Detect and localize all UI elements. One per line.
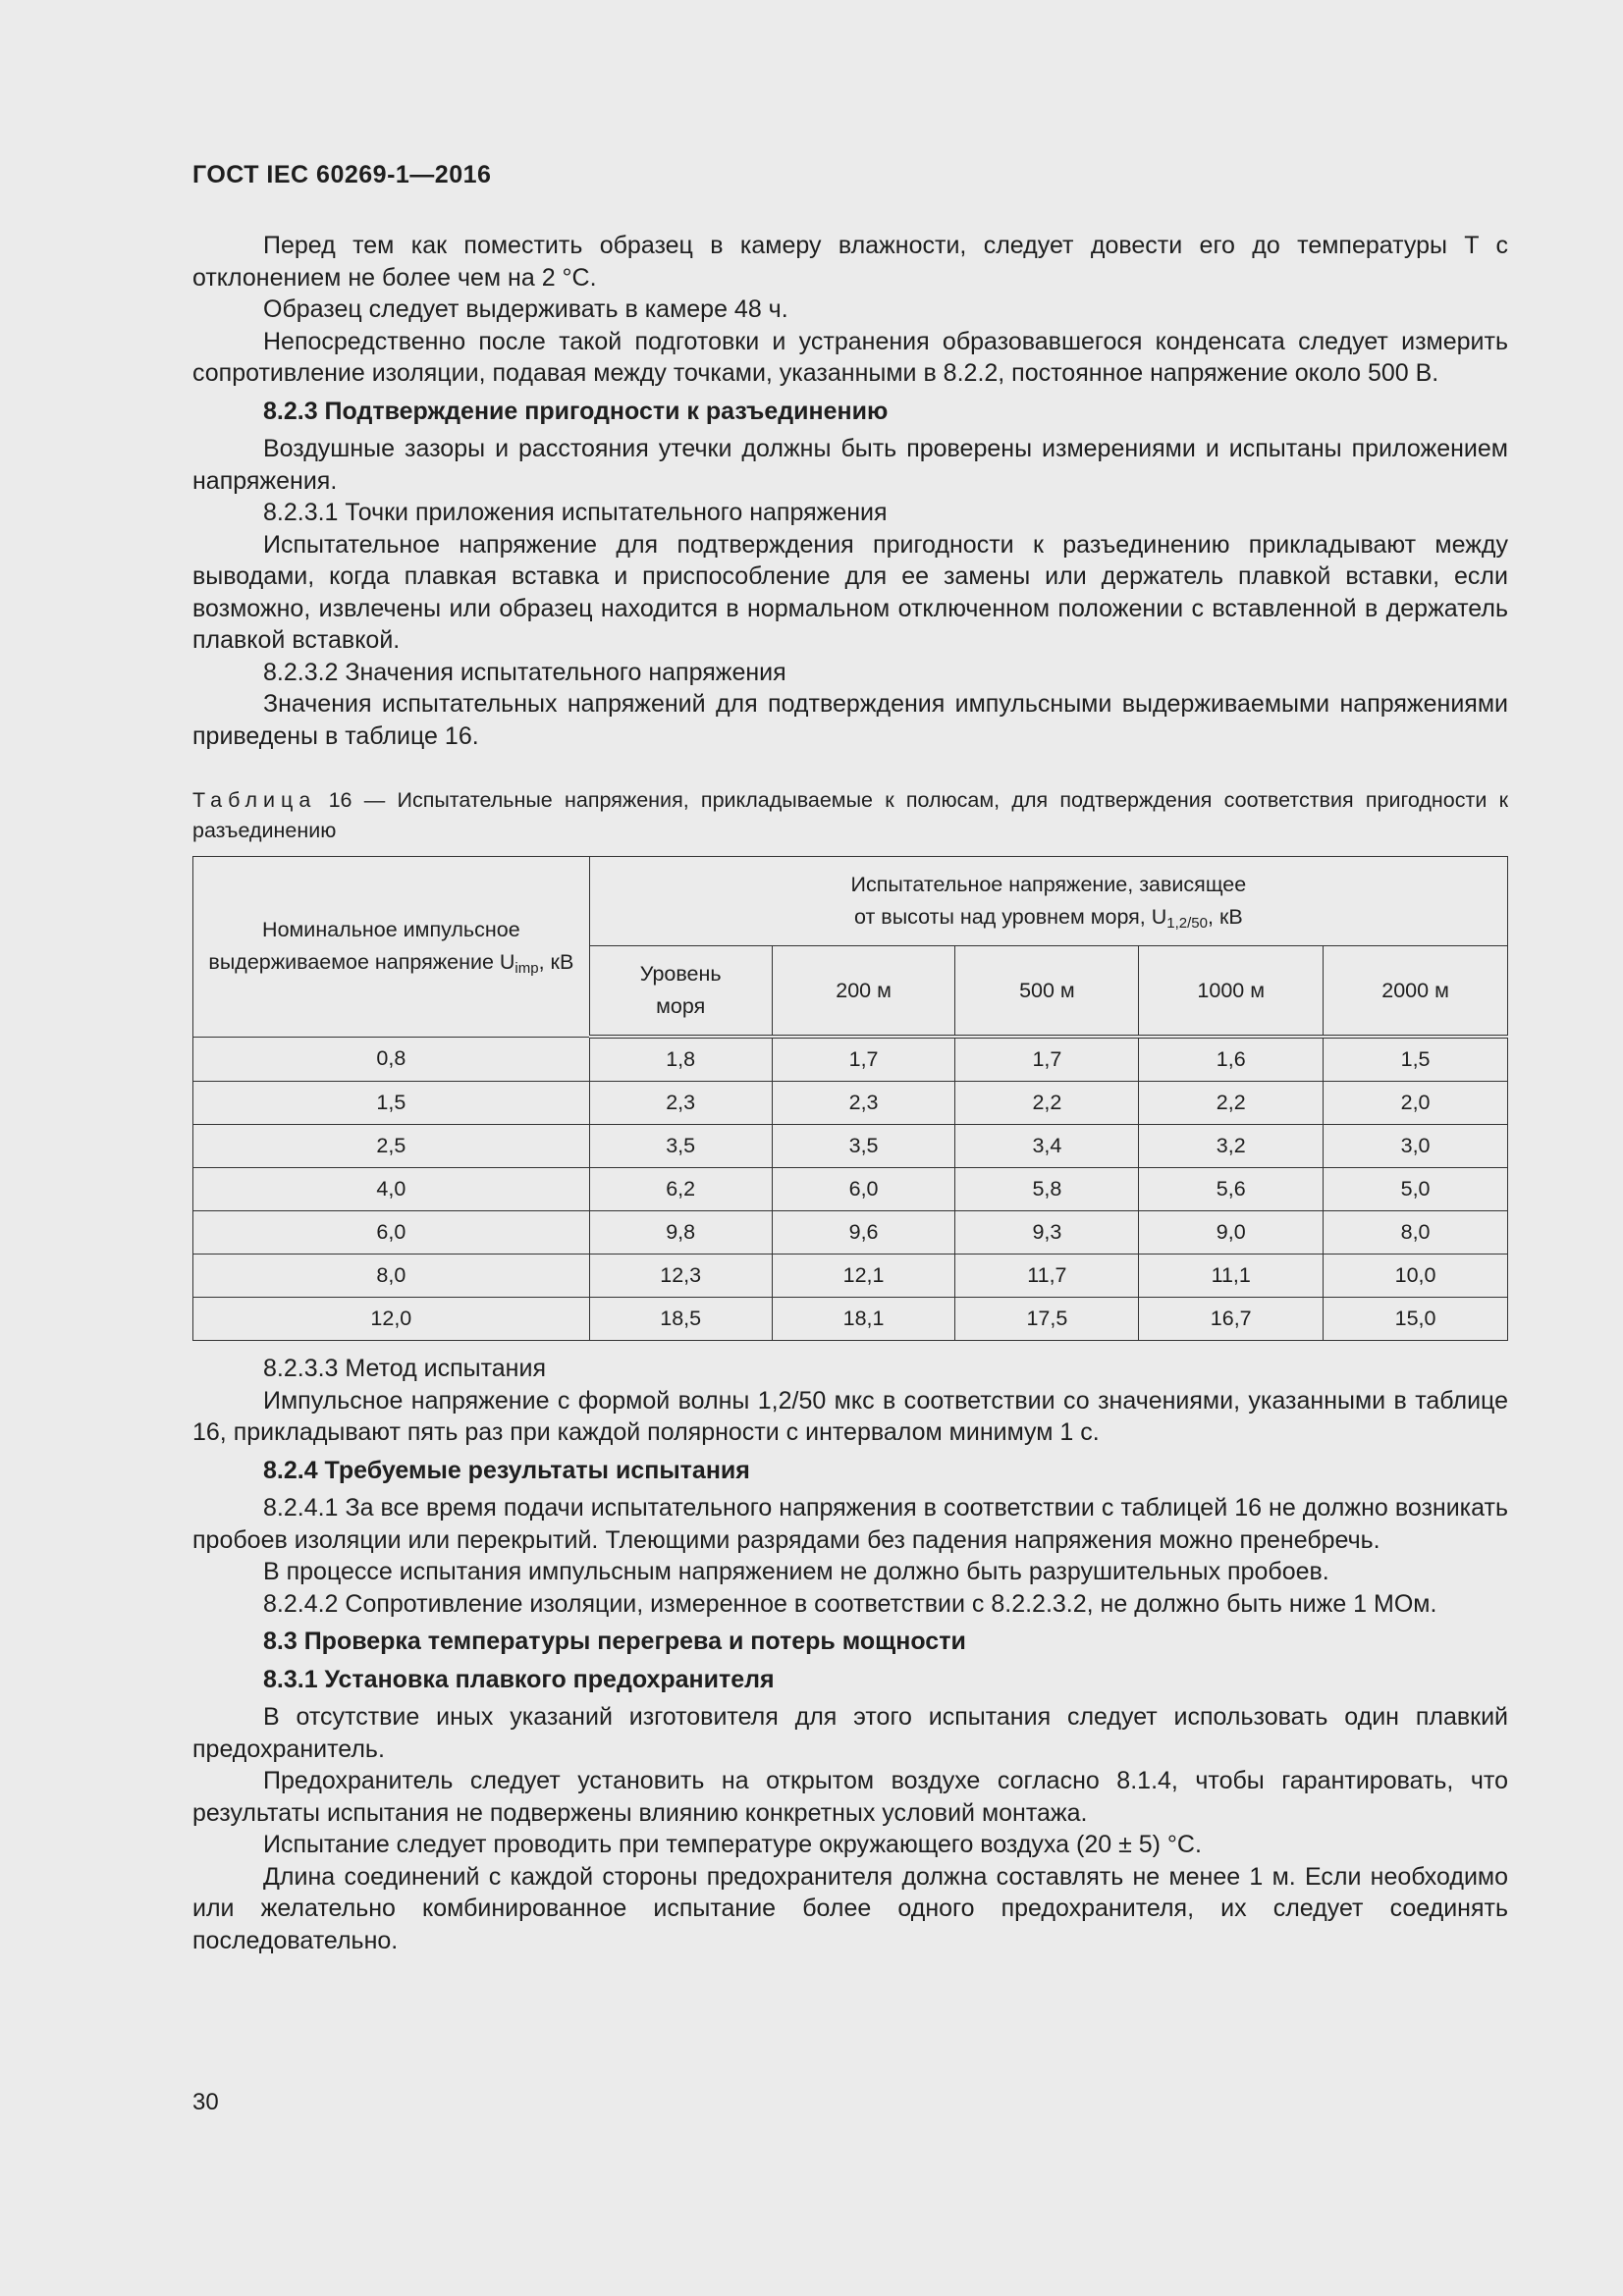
table-cell: 1,5 <box>193 1082 590 1125</box>
paragraph: Значения испытательных напряжений для подтверждения импульсными выдерживаемыми напряжениями приведены в таблице 16. <box>192 690 1508 750</box>
paragraph: Испытание следует проводить при температуре окружающего воздуха (20 ± 5) °С. <box>263 1831 1202 1858</box>
table-cell: 1,5 <box>1324 1037 1508 1082</box>
table-cell: 9,3 <box>955 1211 1139 1255</box>
table-cell: 6,0 <box>772 1168 955 1211</box>
table-cell: 11,7 <box>955 1255 1139 1298</box>
paragraph: Испытательное напряжение для подтверждения пригодности к разъединению прикладывают между выводами, когда плавкая вставка и приспособление для ее замены или держатель плавкой вставки, если возможно, извлечены или образец находится в нормальном отключенном положении с вставленной в держатель плавкой вставкой. <box>192 530 1508 654</box>
column-header-500m: 500 м <box>955 946 1139 1038</box>
table-caption <box>192 785 1508 846</box>
table-cell: 3,5 <box>772 1125 955 1168</box>
paragraph: 8.2.4.1 За все время подачи испытательного напряжения в соответствии с таблицей 16 не должно возникать пробоев изоляции или перекрытий. Тлеющими разрядами без падения напряжения можно пренебречь. <box>192 1494 1508 1554</box>
table-cell: 11,1 <box>1139 1255 1324 1298</box>
section-heading-8-3: 8.3 Проверка температуры перегрева и потерь мощности <box>263 1628 966 1655</box>
table-cell: 2,2 <box>1139 1082 1324 1125</box>
table-row <box>193 1298 1508 1341</box>
section-heading-8-2-4: 8.2.4 Требуемые результаты испытания <box>263 1456 750 1484</box>
table-cell: 9,6 <box>772 1211 955 1255</box>
table-cell: 2,0 <box>1324 1082 1508 1125</box>
paragraph: Образец следует выдерживать в камере 48 ч. <box>263 295 788 323</box>
column-group-header-test-voltage: Испытательное напряжение, зависящее от высоты над уровнем моря, $U_{1,2/50}$, кВ <box>589 857 1507 946</box>
subsection-heading-8-2-3-3: 8.2.3.3 Метод испытания <box>263 1355 546 1382</box>
table-cell: 12,3 <box>589 1255 772 1298</box>
table-cell: 17,5 <box>955 1298 1139 1341</box>
table-cell: 8,0 <box>1324 1211 1508 1255</box>
table-cell: 4,0 <box>193 1168 590 1211</box>
table-cell: 3,2 <box>1139 1125 1324 1168</box>
paragraph: В отсутствие иных указаний изготовителя для этого испытания следует использовать один плавкий предохранитель. <box>192 1703 1508 1763</box>
table-cell: 1,7 <box>772 1037 955 1082</box>
table-row <box>193 1082 1508 1125</box>
table-row <box>193 1125 1508 1168</box>
table-cell: 2,5 <box>193 1125 590 1168</box>
table-cell: 12,1 <box>772 1255 955 1298</box>
table-cell: 1,6 <box>1139 1037 1324 1082</box>
table-cell: 6,0 <box>193 1211 590 1255</box>
table-cell: 0,8 <box>193 1037 590 1082</box>
table-cell: 9,8 <box>589 1211 772 1255</box>
section-heading-8-3-1: 8.3.1 Установка плавкого предохранителя <box>263 1665 775 1693</box>
section-heading-8-2-3: 8.2.3 Подтверждение пригодности к разъединению <box>263 397 889 425</box>
paragraph: Воздушные зазоры и расстояния утечки должны быть проверены измерениями и испытаны приложением напряжения. <box>192 435 1508 495</box>
table-row <box>193 1255 1508 1298</box>
column-header-1000m: 1000 м <box>1139 946 1324 1038</box>
table-row <box>193 1037 1508 1082</box>
column-header-200m: 200 м <box>772 946 955 1038</box>
table-cell: 3,4 <box>955 1125 1139 1168</box>
page-content <box>192 230 1508 1956</box>
paragraph: Предохранитель следует установить на открытом воздухе согласно 8.1.4, чтобы гарантировать, что результаты испытания не подвержены влиянию конкретных условий монтажа. <box>192 1767 1508 1827</box>
table-row <box>193 1211 1508 1255</box>
table-caption-text: 16 — Испытательные напряжения, прикладываемые к полюсам, для подтверждения соответствия пригодности к разъединению <box>192 788 1508 842</box>
table-caption-label: Таблица <box>192 788 317 812</box>
paragraph: В процессе испытания импульсным напряжением не должно быть разрушительных пробоев. <box>263 1558 1329 1585</box>
table-cell: 5,6 <box>1139 1168 1324 1211</box>
table-row <box>193 1168 1508 1211</box>
table-cell: 1,8 <box>589 1037 772 1082</box>
table-cell: 9,0 <box>1139 1211 1324 1255</box>
table-cell: 2,3 <box>772 1082 955 1125</box>
table-cell: 8,0 <box>193 1255 590 1298</box>
paragraph: Импульсное напряжение с формой волны 1,2/50 мкс в соответствии со значениями, указанными в таблице 16, прикладывают пять раз при каждой полярности с интервалом минимум 1 с. <box>192 1386 1508 1446</box>
table-cell: 1,7 <box>955 1037 1139 1082</box>
table-cell: 3,5 <box>589 1125 772 1168</box>
table-cell: 6,2 <box>589 1168 772 1211</box>
subsection-heading-8-2-3-1: 8.2.3.1 Точки приложения испытательного напряжения <box>263 499 888 526</box>
table-cell: 18,5 <box>589 1298 772 1341</box>
paragraph: Непосредственно после такой подготовки и устранения образовавшегося конденсата следует измерить сопротивление изоляции, подавая между точками, указанными в 8.2.2, постоянное напряжение около 500 В. <box>192 327 1508 387</box>
paragraph: Длина соединений с каждой стороны предохранителя должна составлять не менее 1 м. Если необходимо или желательно комбинированное испытание более одного предохранителя, их следует соединять последовательно. <box>192 1862 1508 1954</box>
table-cell: 12,0 <box>193 1298 590 1341</box>
table-cell: 5,8 <box>955 1168 1139 1211</box>
table-cell: 2,2 <box>955 1082 1139 1125</box>
table-cell: 16,7 <box>1139 1298 1324 1341</box>
table-cell: 15,0 <box>1324 1298 1508 1341</box>
paragraph: 8.2.4.2 Сопротивление изоляции, измеренное в соответствии с 8.2.2.3.2, не должно быть ниже 1 МОм. <box>263 1589 1437 1618</box>
column-header-sea-level: Уровень моря <box>589 946 772 1038</box>
page-number: 30 <box>192 2089 219 2115</box>
column-header-2000m: 2000 м <box>1324 946 1508 1038</box>
table-cell: 10,0 <box>1324 1255 1508 1298</box>
test-voltage-table <box>192 856 1508 1341</box>
table-cell: 18,1 <box>772 1298 955 1341</box>
table-cell: 2,3 <box>589 1082 772 1125</box>
document-header: ГОСТ IEC 60269-1—2016 <box>192 161 492 188</box>
subsection-heading-8-2-3-2: 8.2.3.2 Значения испытательного напряжения <box>263 658 786 686</box>
column-header-rated-voltage: Номинальное импульсное выдерживаемое напряжение $U_{imp}$, кВ <box>193 857 590 1038</box>
paragraph: Перед тем как поместить образец в камеру влажности, следует довести его до температуры T с отклонением не более чем на 2 °С. <box>192 232 1508 292</box>
table-cell: 5,0 <box>1324 1168 1508 1211</box>
table-cell: 3,0 <box>1324 1125 1508 1168</box>
